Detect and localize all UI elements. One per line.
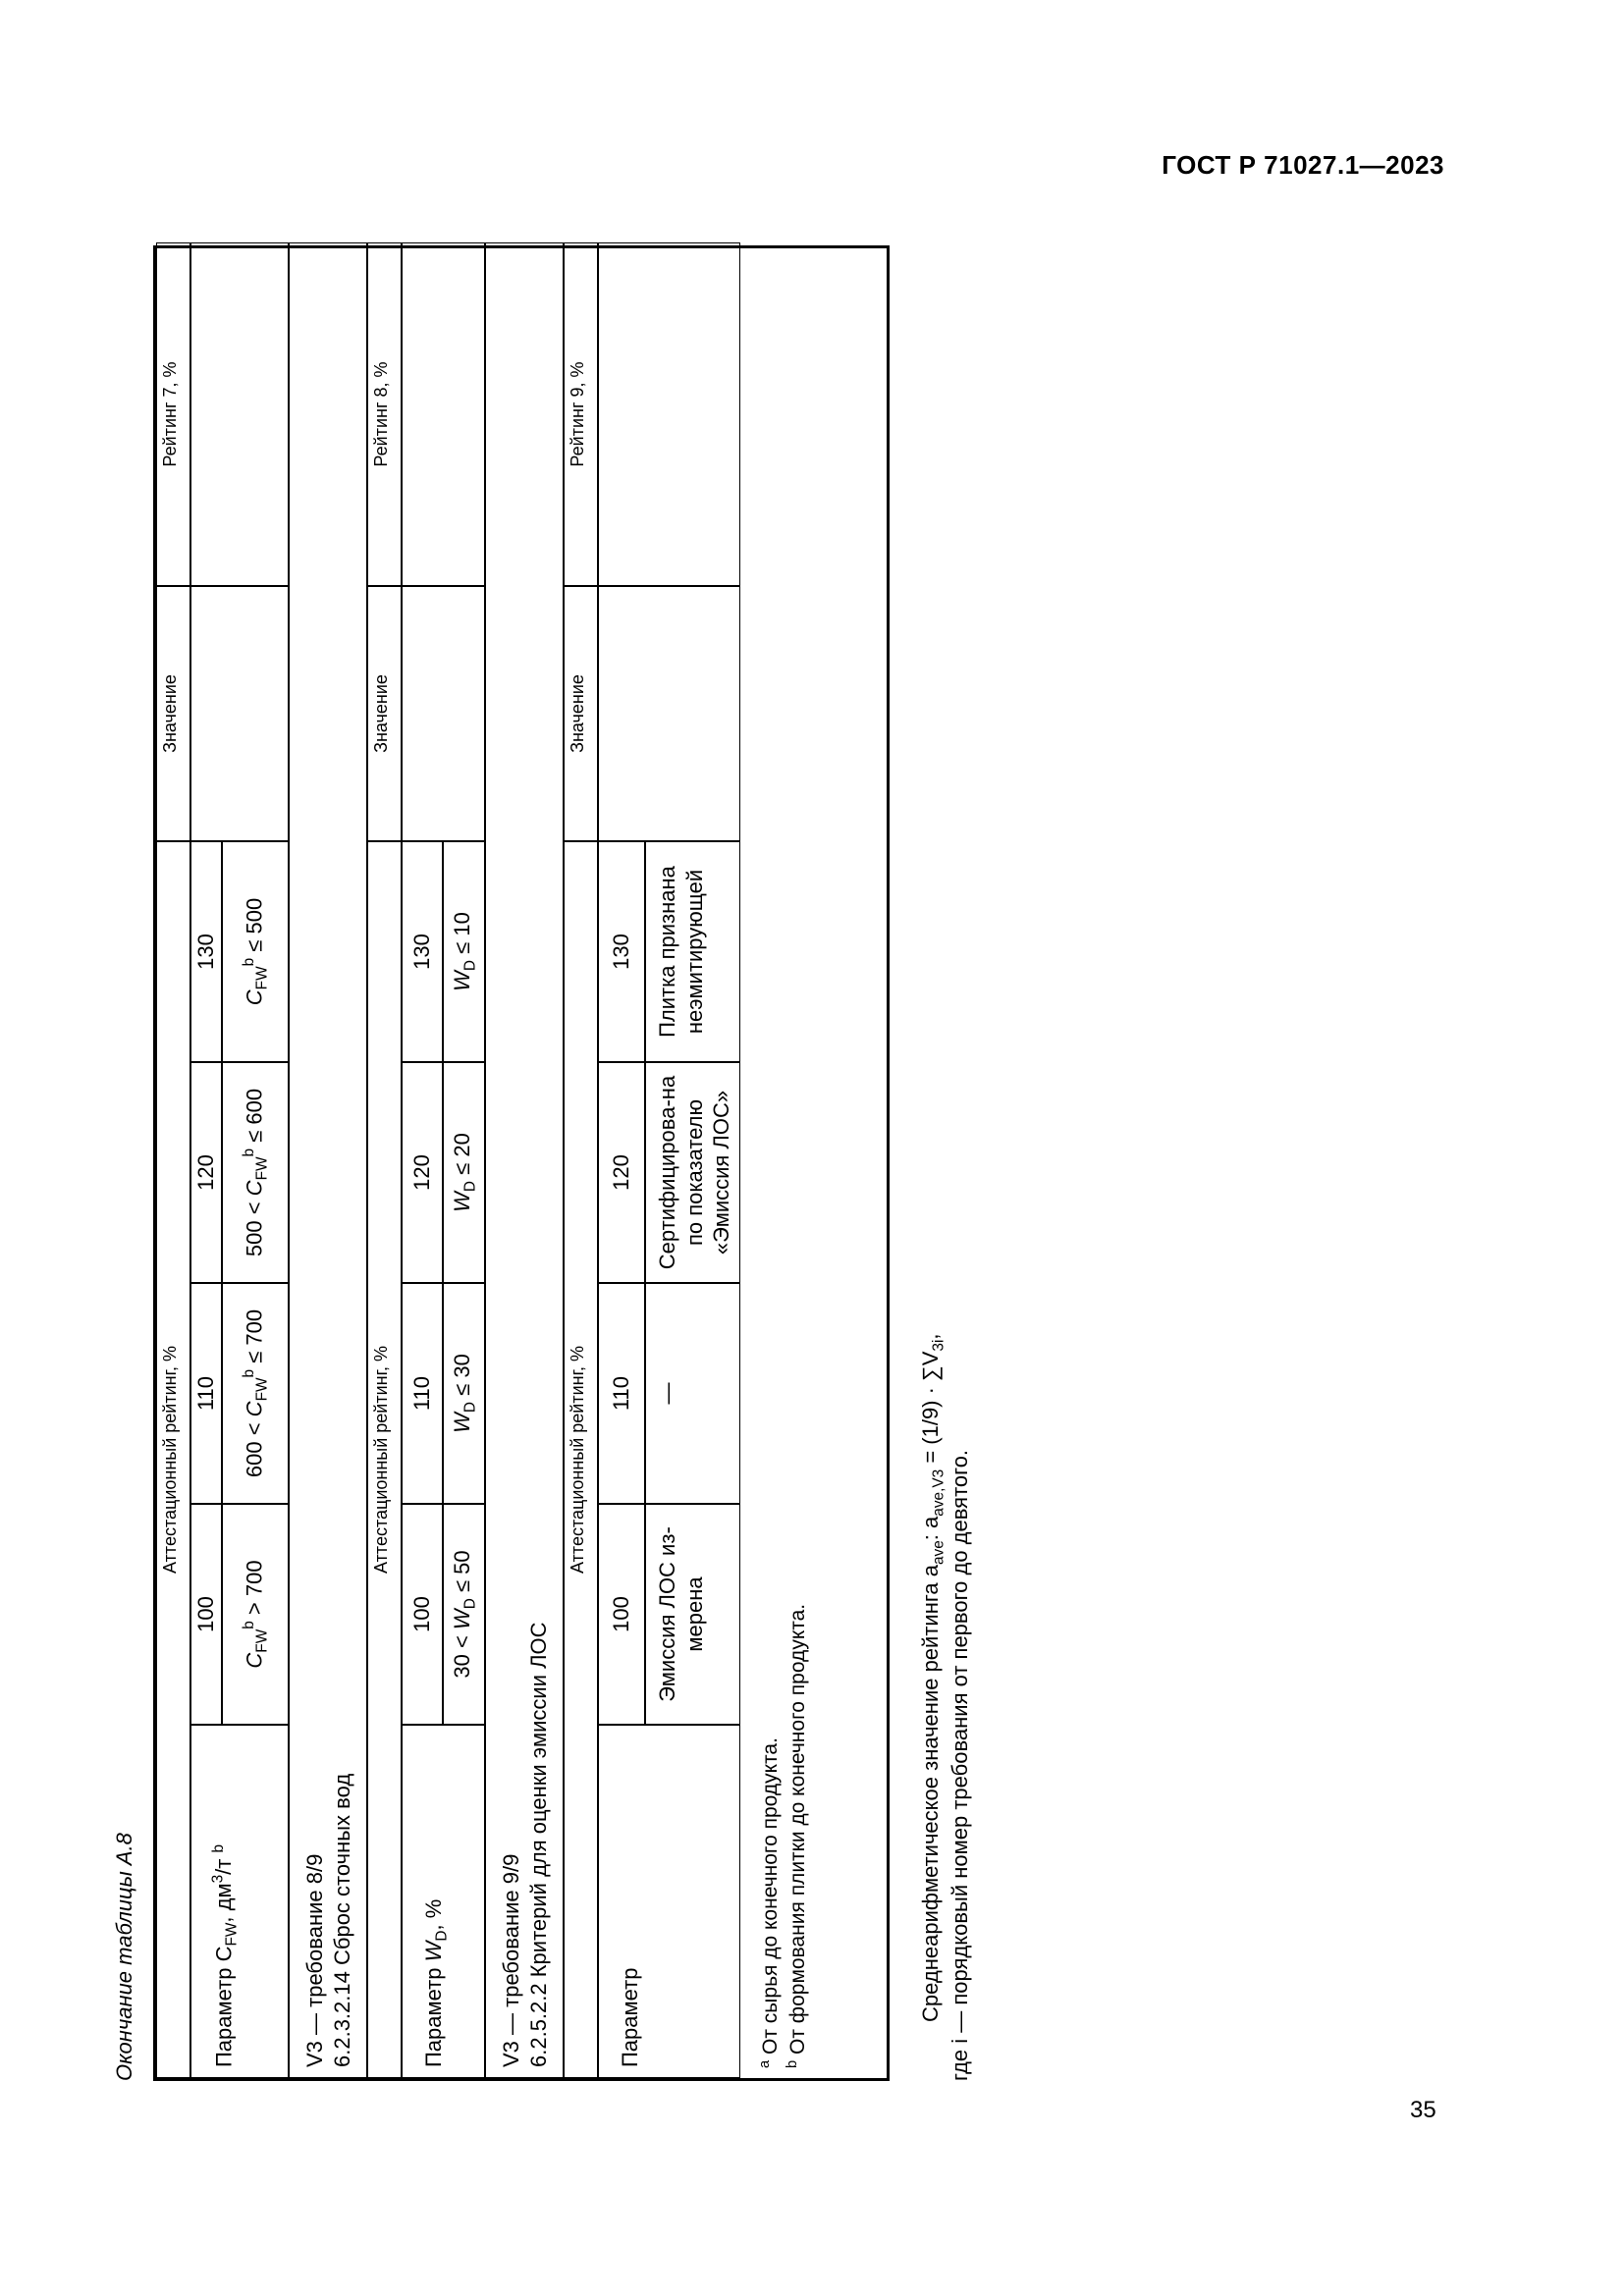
section-requirement-9: V3 — требование 9/9 6.2.5.2.2 Критерий для оценки эмиссии ЛОС bbox=[485, 242, 564, 2078]
formula-where: где i — порядковый номер требования от первого до девятого. bbox=[947, 1449, 972, 2081]
value-cell-2 bbox=[402, 586, 485, 841]
attest-header-2: Аттестационный рейтинг, % bbox=[367, 841, 402, 2078]
formula-line: Среднеарифметическое значение рейтинга $a_{ave}$: $a_{ave,V3} = (1/9) \cdot \sum V_{3i}$, bbox=[918, 1333, 947, 2022]
rating-cell-1 bbox=[190, 242, 289, 586]
value-header-2: Значение bbox=[367, 586, 402, 841]
cond-wd-130: $W_D \le 10$ bbox=[443, 841, 485, 1062]
grade-120: 120 bbox=[190, 1062, 222, 1283]
grade-130: 130 bbox=[190, 841, 222, 1062]
param-cfw: Параметр $C_{FW}$, $дм^3/т$ $^b$ bbox=[190, 1725, 289, 2078]
document-code: ГОСТ Р 71027.1—2023 bbox=[1162, 150, 1444, 180]
cond-cfw-110: $600 < C_{FW}^b \le 700$ bbox=[222, 1283, 289, 1504]
grade-110: 110 bbox=[402, 1283, 443, 1504]
cond-cfw-130: $C_{FW}^b \le 500$ bbox=[222, 841, 289, 1062]
cond-los-110: — bbox=[645, 1283, 740, 1504]
footnote-b: $^b$ От формования плитки до конечного продукта. bbox=[785, 1603, 809, 2068]
attest-header-3: Аттестационный рейтинг, % bbox=[564, 841, 598, 2078]
cond-wd-120: $W_D \le 20$ bbox=[443, 1062, 485, 1283]
grade-120: 120 bbox=[598, 1062, 645, 1283]
value-cell-3 bbox=[598, 586, 740, 841]
value-header-3: Значение bbox=[564, 586, 598, 841]
rotated-table-block bbox=[106, 167, 990, 2081]
grade-110: 110 bbox=[598, 1283, 645, 1504]
table-caption: Окончание таблицы А.8 bbox=[112, 1833, 136, 2081]
rating-cell-2 bbox=[402, 242, 485, 586]
cond-los-130: Плитка признана неэмитирующей bbox=[645, 841, 740, 1062]
cond-cfw-120: $500 < C_{FW}^b \le 600$ bbox=[222, 1062, 289, 1283]
grade-130: 130 bbox=[598, 841, 645, 1062]
rating-header-2: Рейтинг 8, % bbox=[367, 242, 402, 586]
grade-110: 110 bbox=[190, 1283, 222, 1504]
section-requirement-8: V3 — требование 8/9 6.2.3.2.14 Сброс сточных вод bbox=[289, 242, 367, 2078]
value-cell-1 bbox=[190, 586, 289, 841]
grade-100: 100 bbox=[598, 1504, 645, 1725]
param-wd: Параметр $W_D$, % bbox=[402, 1725, 485, 2078]
cond-los-100: Эмиссия ЛОС из-мерена bbox=[645, 1504, 740, 1725]
cond-los-120: Сертифицирова-на по показателю «Эмиссия ЛОС» bbox=[645, 1062, 740, 1283]
page-number: 35 bbox=[1410, 2097, 1436, 2123]
param-los: Параметр bbox=[598, 1725, 740, 2078]
cond-wd-110: $W_D \le 30$ bbox=[443, 1283, 485, 1504]
rating-cell-3 bbox=[598, 242, 740, 586]
attest-header-1: Аттестационный рейтинг, % bbox=[156, 841, 190, 2078]
value-header-1: Значение bbox=[156, 586, 190, 841]
grade-130: 130 bbox=[402, 841, 443, 1062]
cond-wd-100: $30 < W_D \le 50$ bbox=[443, 1504, 485, 1725]
table-frame bbox=[153, 245, 890, 2081]
cond-cfw-100: $C_{FW}^b > 700$ bbox=[222, 1504, 289, 1725]
footnote-a: $^a$ От сырья до конечного продукта. bbox=[757, 1737, 782, 2068]
grade-120: 120 bbox=[402, 1062, 443, 1283]
rating-header-1: Рейтинг 7, % bbox=[156, 242, 190, 586]
rating-header-3: Рейтинг 9, % bbox=[564, 242, 598, 586]
grade-100: 100 bbox=[402, 1504, 443, 1725]
grade-100: 100 bbox=[190, 1504, 222, 1725]
